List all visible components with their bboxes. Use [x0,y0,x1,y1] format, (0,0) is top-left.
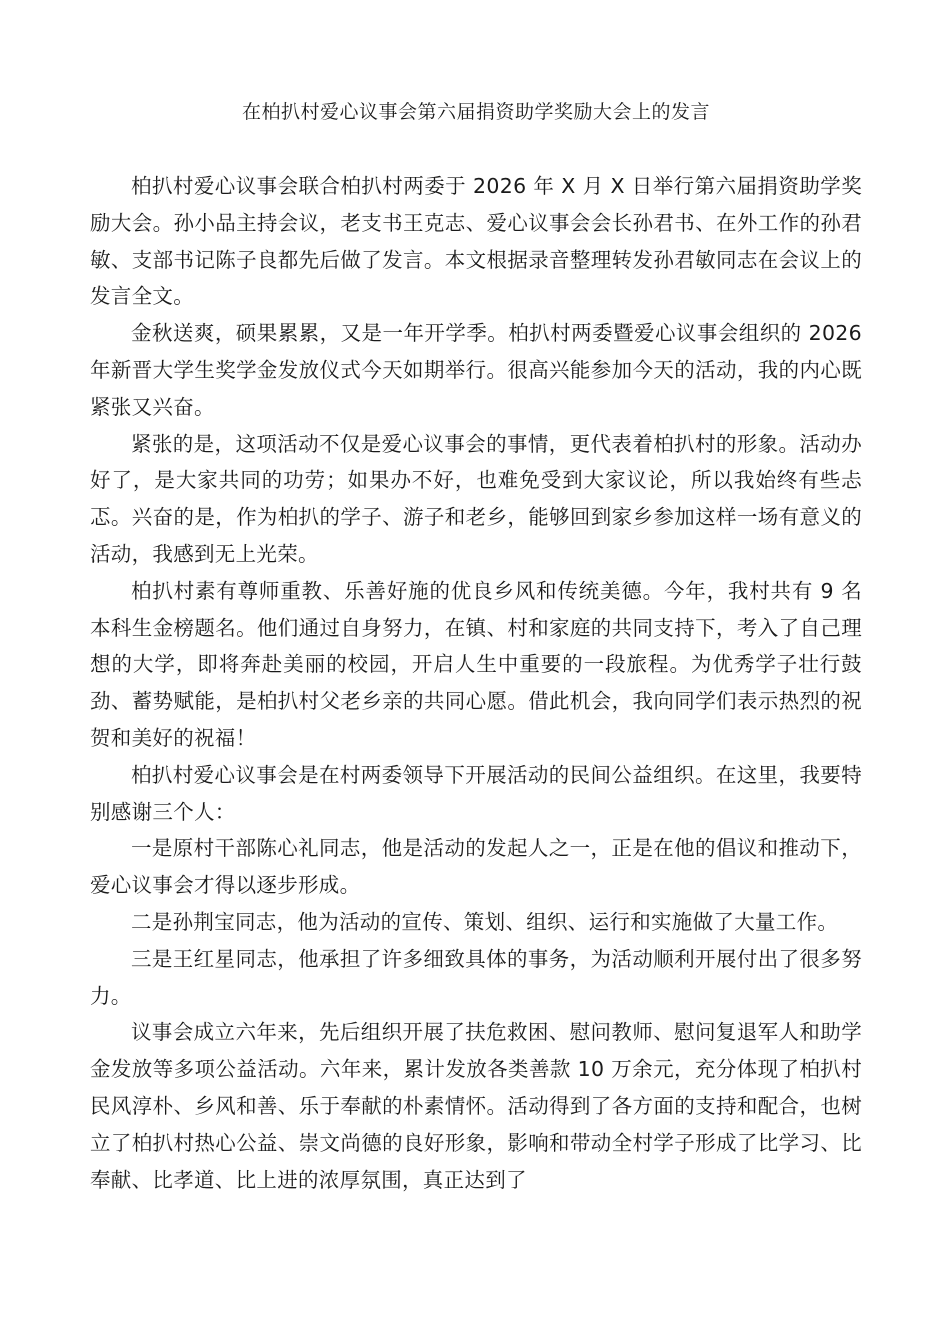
paragraph-3: 紧张的是，这项活动不仅是爱心议事会的事情，更代表着柏扒村的形象。活动办好了，是大家共同的功劳；如果办不好，也难免受到大家议论，所以我始终有些忐忑。兴奋的是，作为柏扒的学子、游子和老乡，能够回到家乡参加这样一场有意义的活动，我感到无上光荣。 [90,431,862,566]
paragraph-2: 金秋送爽，硕果累累，又是一年开学季。柏扒村两委暨爱心议事会组织的 2026 年新晋大学生奖学金发放仪式今天如期举行。很高兴能参加今天的活动，我的内心既紧张又兴奋。 [90,321,862,419]
document-title: 在柏扒村爱心议事会第六届捐资助学奖励大会上的发言 [241,101,710,123]
paragraph-5: 柏扒村爱心议事会是在村两委领导下开展活动的民间公益组织。在这里，我要特别感谢三个人： [90,762,862,824]
paragraph-4: 柏扒村素有尊师重教、乐善好施的优良乡风和传统美德。今年，我村共有 9 名本科生金榜题名。他们通过自身努力，在镇、村和家庭的共同支持下，考入了自己理想的大学，即将奔赴美丽的校园，开启人生中重要的一段旅程。为优秀学子壮行鼓劲、蓄势赋能，是柏扒村父老乡亲的共同心愿。借此机会，我向同学们表示热烈的祝贺和美好的祝福！ [90,578,862,750]
paragraph-7: 二是孙荆宝同志，他为活动的宣传、策划、组织、运行和实施做了大量工作。 [131,909,839,934]
document-page [90,96,862,1198]
paragraph-8: 三是王红星同志，他承担了许多细致具体的事务，为活动顺利开展付出了很多努力。 [90,946,862,1008]
paragraph-1: 柏扒村爱心议事会联合柏扒村两委于 2026 年 X 月 X 日举行第六届捐资助学奖励大会。孙小品主持会议，老支书王克志、爱心议事会会长孙君书、在外工作的孙君敏、支部书记陈子良都先后做了发言。本文根据录音整理转发孙君敏同志在会议上的发言全文。 [90,174,862,309]
paragraph-6: 一是原村干部陈心礼同志，他是活动的发起人之一，正是在他的倡议和推动下，爱心议事会才得以逐步形成。 [90,836,862,898]
paragraph-9: 议事会成立六年来，先后组织开展了扶危救困、慰问教师、慰问复退军人和助学金发放等多项公益活动。六年来，累计发放各类善款 10 万余元，充分体现了柏扒村民风淳朴、乡风和善、乐于奉献的朴素情怀。活动得到了各方面的支持和配合，也树立了柏扒村热心公益、崇文尚德的良好形象，影响和带动全村学子形成了比学习、比奉献、比孝道、比上进的浓厚氛围，真正达到了 [90,1020,862,1192]
